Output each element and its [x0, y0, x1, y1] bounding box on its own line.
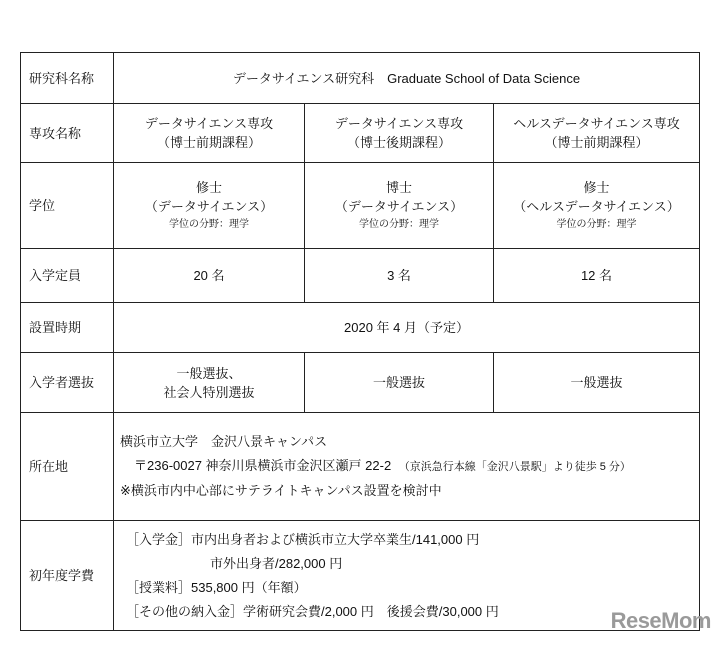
satellite-note: ※横浜市内中心部にサテライトキャンパス設置を検討中 — [120, 483, 442, 498]
postal-address: 〒236-0027 神奈川県横浜市金沢区瀬戸 22-2 — [134, 458, 392, 473]
degree-1 — [114, 163, 305, 249]
major-name: データサイエンス専攻 — [144, 116, 274, 131]
entrance-fee: ［入学金］市内出身者および横浜市立大学卒業生/141,000 円 — [126, 531, 480, 547]
degree-2 — [305, 163, 494, 249]
row-fees — [21, 521, 700, 631]
row-major — [21, 104, 700, 163]
major-3 — [494, 104, 700, 163]
degree-type: 修士 — [583, 179, 610, 195]
degree-name: （データサイエンス） — [334, 198, 464, 214]
other-fees: ［その他の納入金］学術研究会費/2,000 円 後援会費/30,000 円 — [126, 603, 499, 619]
address — [120, 454, 693, 479]
degree-type: 博士 — [385, 179, 412, 195]
label-selection: 入学者選抜 — [21, 353, 114, 413]
location — [114, 413, 700, 521]
label-fees: 初年度学費 — [21, 521, 114, 631]
degree-name: （データサイエンス） — [144, 198, 274, 214]
established-date: 2020 年 4 月（予定） — [114, 303, 700, 353]
label-capacity: 入学定員 — [21, 249, 114, 303]
major-name: データサイエンス専攻 — [334, 116, 464, 131]
degree-field: 学位の分野：理学 — [359, 218, 439, 230]
row-location — [21, 413, 700, 521]
selection-method: 社会人特別選抜 — [163, 384, 255, 400]
major-course: （博士前期課程） — [544, 135, 649, 150]
school-name: データサイエンス研究科 Graduate School of Data Science — [114, 53, 700, 104]
major-course: （博士前期課程） — [156, 135, 261, 150]
degree-field: 学位の分野：理学 — [169, 218, 249, 230]
row-school-name — [21, 53, 700, 104]
entrance-fee-outside: 市外出身者/282,000 円 — [210, 555, 343, 571]
label-degree: 学位 — [21, 163, 114, 249]
campus-name: 横浜市立大学 金沢八景キャンパス — [120, 434, 328, 449]
resemom-logo: ReseMom — [610, 608, 711, 633]
graduate-school-info-table — [20, 52, 700, 631]
major-2 — [305, 104, 494, 163]
capacity-2: 3 名 — [305, 249, 494, 303]
selection-method: 一般選抜、 — [176, 365, 242, 381]
degree-field: 学位の分野：理学 — [556, 218, 637, 230]
selection-1 — [114, 353, 305, 413]
major-name: ヘルスデータサイエンス専攻 — [513, 116, 680, 131]
degree-3 — [494, 163, 700, 249]
tuition: ［授業料］535,800 円（年額） — [126, 579, 307, 595]
capacity-1: 20 名 — [114, 249, 305, 303]
row-established — [21, 303, 700, 353]
label-established: 設置時期 — [21, 303, 114, 353]
access-note: （京浜急行本線「金沢八景駅」より徒歩 5 分） — [404, 461, 631, 473]
major-1 — [114, 104, 305, 163]
row-selection — [21, 353, 700, 413]
degree-type: 修士 — [195, 179, 222, 195]
row-degree — [21, 163, 700, 249]
row-capacity — [21, 249, 700, 303]
capacity-3: 12 名 — [494, 249, 700, 303]
label-major: 専攻名称 — [21, 104, 114, 163]
major-course: （博士後期課程） — [346, 135, 451, 150]
selection-3: 一般選抜 — [494, 353, 700, 413]
label-school-name: 研究科名称 — [21, 53, 114, 104]
selection-2: 一般選抜 — [305, 353, 494, 413]
label-location: 所在地 — [21, 413, 114, 521]
degree-name: （ヘルスデータサイエンス） — [513, 198, 680, 214]
